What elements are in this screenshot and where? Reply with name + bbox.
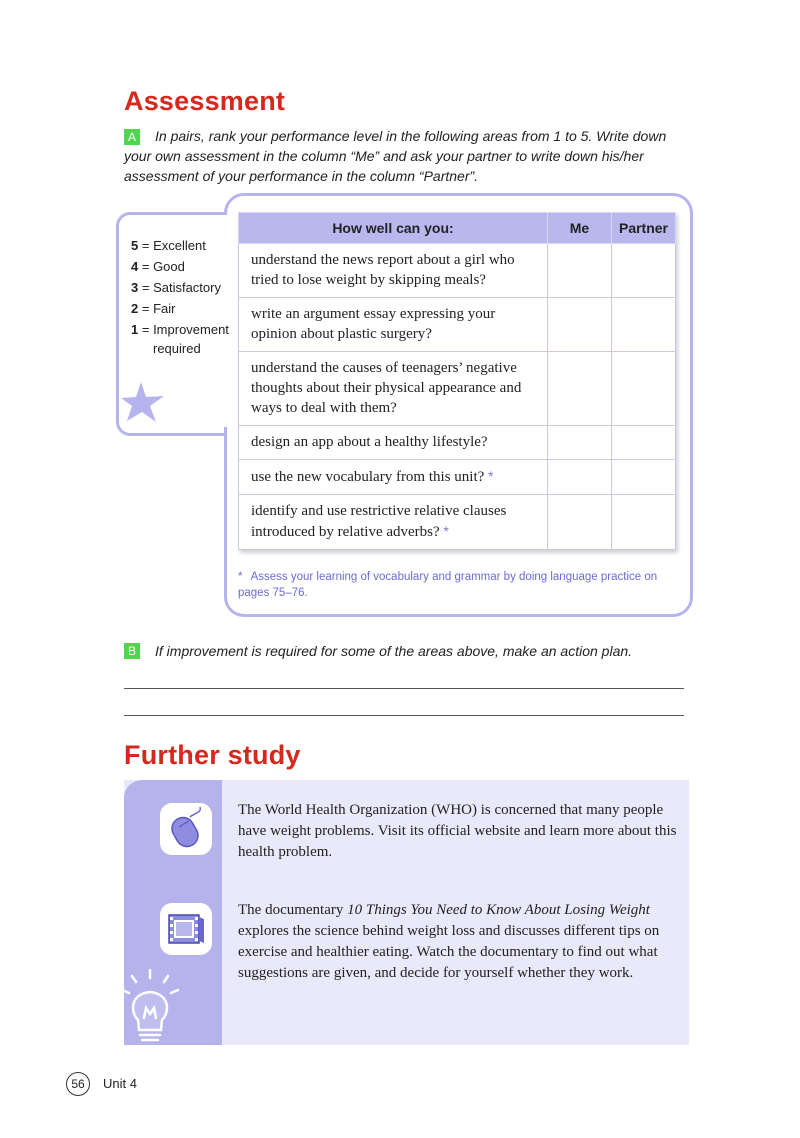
table-row bbox=[239, 460, 676, 495]
answer-line-2[interactable] bbox=[124, 715, 684, 716]
answer-line-1[interactable] bbox=[124, 688, 684, 689]
section-b-badge: B bbox=[124, 643, 140, 659]
table-row bbox=[239, 495, 676, 550]
instruction-a: In pairs, rank your performance level in the following areas from 1 to 5. Write down your own assessment in the column “Me” and ask your partner to write down his/her assessment of your performance in the column “Partner”. bbox=[124, 128, 667, 184]
table-row bbox=[239, 244, 676, 298]
film-icon bbox=[160, 903, 212, 955]
me-cell[interactable] bbox=[548, 352, 612, 426]
further-study-heading: Further study bbox=[124, 740, 301, 770]
star-icon bbox=[119, 380, 169, 424]
asterisk-mark: * bbox=[443, 523, 449, 539]
me-cell[interactable] bbox=[548, 244, 612, 298]
rating-legend bbox=[131, 235, 229, 357]
header-me: Me bbox=[548, 213, 612, 244]
partner-cell[interactable] bbox=[612, 244, 676, 298]
legend-item: 1 = Improvement bbox=[131, 322, 229, 337]
table-footnote: * Assess your learning of vocabulary and grammar by doing language practice on pages 75–76. bbox=[238, 571, 658, 599]
table-row bbox=[239, 426, 676, 460]
section-a-badge: A bbox=[124, 129, 140, 145]
unit-label: Unit 4 bbox=[103, 1076, 137, 1091]
table-row bbox=[239, 352, 676, 426]
table-row bbox=[239, 298, 676, 352]
me-cell[interactable] bbox=[548, 426, 612, 460]
documentary-title: 10 Things You Need to Know About Losing Weight bbox=[347, 902, 650, 918]
assessment-heading: Assessment bbox=[124, 86, 286, 116]
row-text: understand the news report about a girl who tried to lose weight by skipping meals? bbox=[239, 244, 548, 298]
legend-item-continued: required bbox=[153, 341, 201, 356]
row-text: design an app about a healthy lifestyle? bbox=[239, 426, 548, 460]
lightbulb-icon bbox=[116, 968, 188, 1046]
legend-item: 4 = Good bbox=[131, 259, 185, 274]
header-how-well: How well can you: bbox=[239, 213, 548, 244]
row-text: understand the causes of teenagers’ negative thoughts about their physical appearance and ways to deal with them? bbox=[239, 352, 548, 426]
me-cell[interactable] bbox=[548, 460, 612, 495]
legend-item: 3 = Satisfactory bbox=[131, 280, 221, 295]
asterisk-mark: * bbox=[488, 468, 494, 484]
page-number: 56 bbox=[66, 1072, 90, 1096]
me-cell[interactable] bbox=[548, 495, 612, 550]
row-text: use the new vocabulary from this unit? * bbox=[239, 460, 548, 495]
partner-cell[interactable] bbox=[612, 298, 676, 352]
assessment-table bbox=[238, 212, 676, 550]
further-study-para-2: The documentary 10 Things You Need to Know About Losing Weight explores the science behind weight loss and discusses different tips on exercise and healthier eating. Watch the documentary to find out what suggestions are given, and decide for yourself whether they work. bbox=[238, 902, 660, 981]
partner-cell[interactable] bbox=[612, 352, 676, 426]
partner-cell[interactable] bbox=[612, 460, 676, 495]
partner-cell[interactable] bbox=[612, 426, 676, 460]
partner-cell[interactable] bbox=[612, 495, 676, 550]
header-partner: Partner bbox=[612, 213, 676, 244]
further-study-para-1: The World Health Organization (WHO) is concerned that many people have weight problems. Visit its official website and learn more about this health problem. bbox=[238, 802, 677, 860]
me-cell[interactable] bbox=[548, 298, 612, 352]
row-text: identify and use restrictive relative clauses introduced by relative adverbs? * bbox=[239, 495, 548, 550]
row-text: write an argument essay expressing your opinion about plastic surgery? bbox=[239, 298, 548, 352]
legend-item: 2 = Fair bbox=[131, 301, 176, 316]
instruction-b: If improvement is required for some of the areas above, make an action plan. bbox=[155, 643, 633, 659]
mouse-icon bbox=[160, 803, 212, 855]
legend-item: 5 = Excellent bbox=[131, 238, 206, 253]
